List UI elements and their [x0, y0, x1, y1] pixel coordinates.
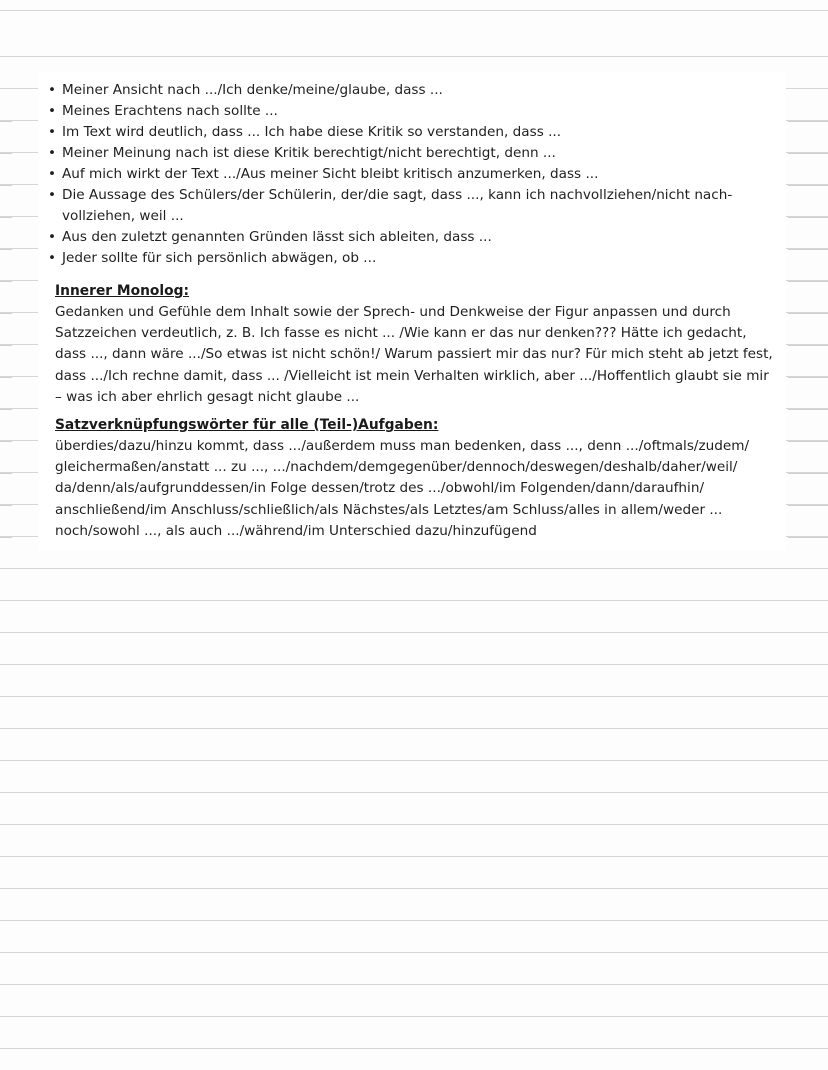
list-item-text: Meiner Meinung nach ist diese Kritik berechtigt/nicht berechtigt, denn ...: [62, 145, 556, 161]
list-item: [48, 248, 778, 269]
connectives-text: überdies/dazu/hinzu kommt, dass .../außerdem muss man bedenken, dass ..., denn .../oftmals/zudem/ gleichermaßen/anstatt ... zu ..., .../nachdem/demgegenüber/dennoch/deswegen/deshalb/daher/weil/ da/denn/als/aufgrunddessen/in Folge dessen/trotz des .../obwohl/im Folgenden/dann/daraufhin/ anschließend/im Anschluss/schließlich/als Nächstes/als Letztes/am Schluss/alles in allem/weder ... noch/sowohl ..., als auch .../während/im Unterschied dazu/hinzufügend: [55, 438, 750, 539]
bullet-icon: •: [48, 82, 57, 98]
list-item-text: Aus den zuletzt genannten Gründen lässt sich ableiten, dass ...: [62, 229, 492, 245]
bullet-icon: •: [48, 229, 57, 245]
bullet-icon: •: [48, 103, 57, 119]
bullet-icon: •: [48, 250, 57, 266]
list-item: [48, 227, 778, 248]
list-item-text: Die Aussage des Schülers/der Schülerin, der/die sagt, dass ..., kann ich nachvollziehen/nicht nach-vollziehen, weil ...: [62, 187, 733, 224]
bullet-icon: •: [48, 124, 57, 140]
list-item-text: Auf mich wirkt der Text .../Aus meiner Sicht bleibt kritisch anzumerken, dass ...: [62, 166, 599, 182]
list-item-text: Meines Erachtens nach sollte ...: [62, 103, 278, 119]
list-item-text: Jeder sollte für sich persönlich abwägen, ob ...: [62, 250, 377, 266]
right-margin-lines: [788, 72, 828, 550]
list-item: [48, 122, 778, 143]
printed-worksheet: [38, 72, 786, 550]
phrase-list: [48, 80, 778, 269]
connectives-section: [55, 415, 775, 542]
list-item-text: Meiner Ansicht nach .../Ich denke/meine/glaube, dass ...: [62, 82, 443, 98]
connectives-heading: Satzverknüpfungswörter für alle (Teil-)Aufgaben:: [55, 417, 439, 433]
list-item-text: Im Text wird deutlich, dass ... Ich habe diese Kritik so verstanden, dass ...: [62, 124, 562, 140]
bullet-icon: •: [48, 187, 57, 203]
inner-monolog-section: [55, 281, 775, 408]
list-item: [48, 164, 778, 185]
inner-monolog-text: Gedanken und Gefühle dem Inhalt sowie der Sprech- und Denkweise der Figur anpassen und durch Satzzeichen verdeutlich, z. B. Ich fasse es nicht ... /Wie kann er das nur denken??? Hätte ich gedacht, dass ..., dann wäre .../So etwas ist nicht schön!/ Warum passiert mir das nur? Für mich steht ab jetzt fest, dass .../Ich rechne damit, dass ... /Vielleicht ist mein Verhalten wirklich, aber .../Hoffentlich glaubt sie mir – was ich aber ehrlich gesagt nicht glaube ...: [55, 304, 773, 405]
list-item: [48, 185, 778, 227]
list-item: [48, 101, 778, 122]
bullet-icon: •: [48, 166, 57, 182]
list-item: [48, 143, 778, 164]
list-item: [48, 80, 778, 101]
inner-monolog-heading: Innerer Monolog:: [55, 283, 190, 299]
bullet-icon: •: [48, 145, 57, 161]
left-margin-lines: [0, 72, 12, 550]
